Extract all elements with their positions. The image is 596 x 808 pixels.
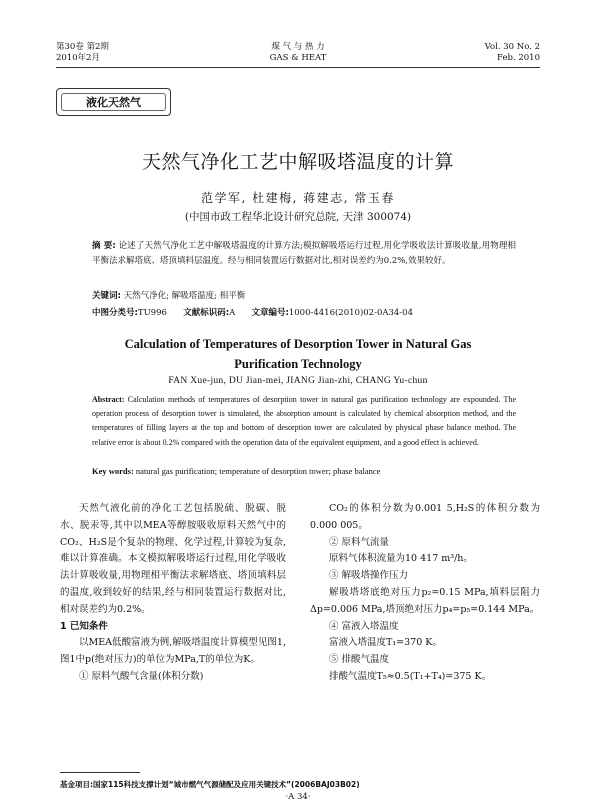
condition-3-text: 解吸塔塔底绝对压力p₂=0.15 MPa,填料层阻力Δp=0.006 MPa,塔顶绝对压力p₄=p₅=0.144 MPa。 (310, 586, 540, 615)
doc-code-value: A (229, 308, 236, 318)
header-volume: 第30卷 第2期 (56, 42, 109, 52)
header-date: 2010年2月 (56, 53, 101, 63)
funding-text: 国家115科技支撑计划“城市燃气气源储配及应用关键技术”(2006BAJ03B02) (93, 780, 360, 789)
authors-zh: 范学军, 杜建梅, 蒋建志, 常玉春 (201, 191, 395, 205)
article-no-value: 1000-4416(2010)02-0A34-04 (288, 308, 413, 318)
doc-code-label: 文献标识码: (183, 308, 230, 318)
keywords-zh (92, 289, 516, 301)
classification-line (92, 306, 516, 318)
header-rule (56, 67, 540, 68)
footnote-rule (60, 772, 140, 773)
keywords-en-text: natural gas purification; temperature of desorption tower; phase balance (135, 466, 381, 476)
authors-en: FAN Xue-jun, DU Jian-mei, JIANG Jian-zhi, CHANG Yu-chun (168, 376, 428, 386)
body-left-column (60, 501, 286, 686)
condition-item-5: ⑤ 排酸气温度 (329, 654, 390, 666)
condition-5-text: 排酸气温度T₅≈0.5(T₁+T₄)=375 K。 (329, 670, 492, 682)
funding-footnote (60, 779, 540, 790)
abstract-en-text: Calculation methods of temperatures of desorption tower in natural gas purification technology are expounded. The operation process of desorption tower is simulated, the absorption amount is calculated by chemical absorption method, and the temperatures of filling layers at the top and bottom of desorption tower are calculated by physical phase balance method. The relative error is about 0.2% compared with the operation data of the equivalent equipment, and a good effect is achieved. (92, 395, 516, 447)
keywords-en-label: Key words: (92, 466, 134, 476)
header-volume-en: Vol. 30 No. 2 (484, 42, 540, 52)
conditions-paragraph: 以MEA低酸富液为例,解吸塔温度计算模型见图1,图1中p(绝对压力)的单位为MPa,T的单位为K。 (60, 637, 286, 666)
clc-value: TU996 (137, 308, 167, 318)
paper-title-en: Calculation of Temperatures of Desorption Tower in Natural Gas Purification Technology (124, 337, 472, 371)
clc-label: 中图分类号: (92, 308, 138, 318)
body-right-column (310, 501, 540, 686)
paper-title-zh: 天然气净化工艺中解吸塔温度的计算 (141, 151, 454, 173)
funding-label: 基金项目: (60, 780, 93, 789)
keywords-zh-label: 关键词: (92, 291, 121, 301)
condition-2-text: 原料气体积流量为10 417 m³/h。 (329, 553, 473, 565)
section-label: 液化天然气 (61, 93, 166, 111)
article-no-label: 文章编号: (251, 308, 289, 318)
condition-item-4: ④ 富液入塔温度 (329, 620, 399, 632)
condition-4-text: 富液入塔温度T₁=370 K。 (329, 637, 442, 649)
condition-item-2: ② 原料气流量 (329, 536, 390, 548)
keywords-zh-text: 天然气净化; 解吸塔温度; 相平衡 (123, 291, 246, 301)
abstract-zh-text: 论述了天然气净化工艺中解吸塔温度的计算方法;模拟解吸塔运行过程,用化学吸收法计算吸收量,用物理相平衡法求解塔底、塔顶填料层温度。经与相同装置运行数据对比,相对误差约为0.2%,效果较好。 (92, 241, 516, 266)
condition-1-text: CO₂的体积分数为0.001 5,H₂S的体积分数为0.000 005。 (310, 503, 540, 531)
intro-paragraph: 天然气液化前的净化工艺包括脱硫、脱碳、脱水、脱汞等,其中以MEA等醇胺吸收原料天然气中的CO₂、H₂S是个复杂的物理、化学过程,计算较为复杂,难以计算准确。本文模拟解吸塔运行过程,用化学吸收法计算吸收量,用物理相平衡法求解塔底、塔顶填料层的温度,收到较好的结果,经与相同装置运行数据对比,相对误差约为0.2%。 (60, 503, 286, 615)
condition-item-3: ③ 解吸塔操作压力 (329, 570, 409, 582)
header-date-en: Feb. 2010 (497, 53, 540, 63)
header-volume-info-en (485, 42, 540, 64)
abstract-zh (92, 239, 516, 268)
abstract-en (92, 393, 516, 450)
affiliation-zh: (中国市政工程华北设计研究总院, 天津 300074) (184, 211, 412, 223)
abstract-en-label: Abstract: (92, 395, 125, 404)
keywords-en (92, 466, 516, 476)
header-journal-en: GAS & HEAT (269, 53, 327, 63)
page-number: ·A 34· (285, 792, 311, 802)
abstract-zh-label: 摘 要: (92, 241, 116, 251)
header-journal-zh: 煤 气 与 热 力 (271, 42, 325, 52)
condition-item-1: ① 原料气酸气含量(体积分数) (79, 670, 204, 682)
section-heading-1: 1 已知条件 (60, 620, 108, 632)
